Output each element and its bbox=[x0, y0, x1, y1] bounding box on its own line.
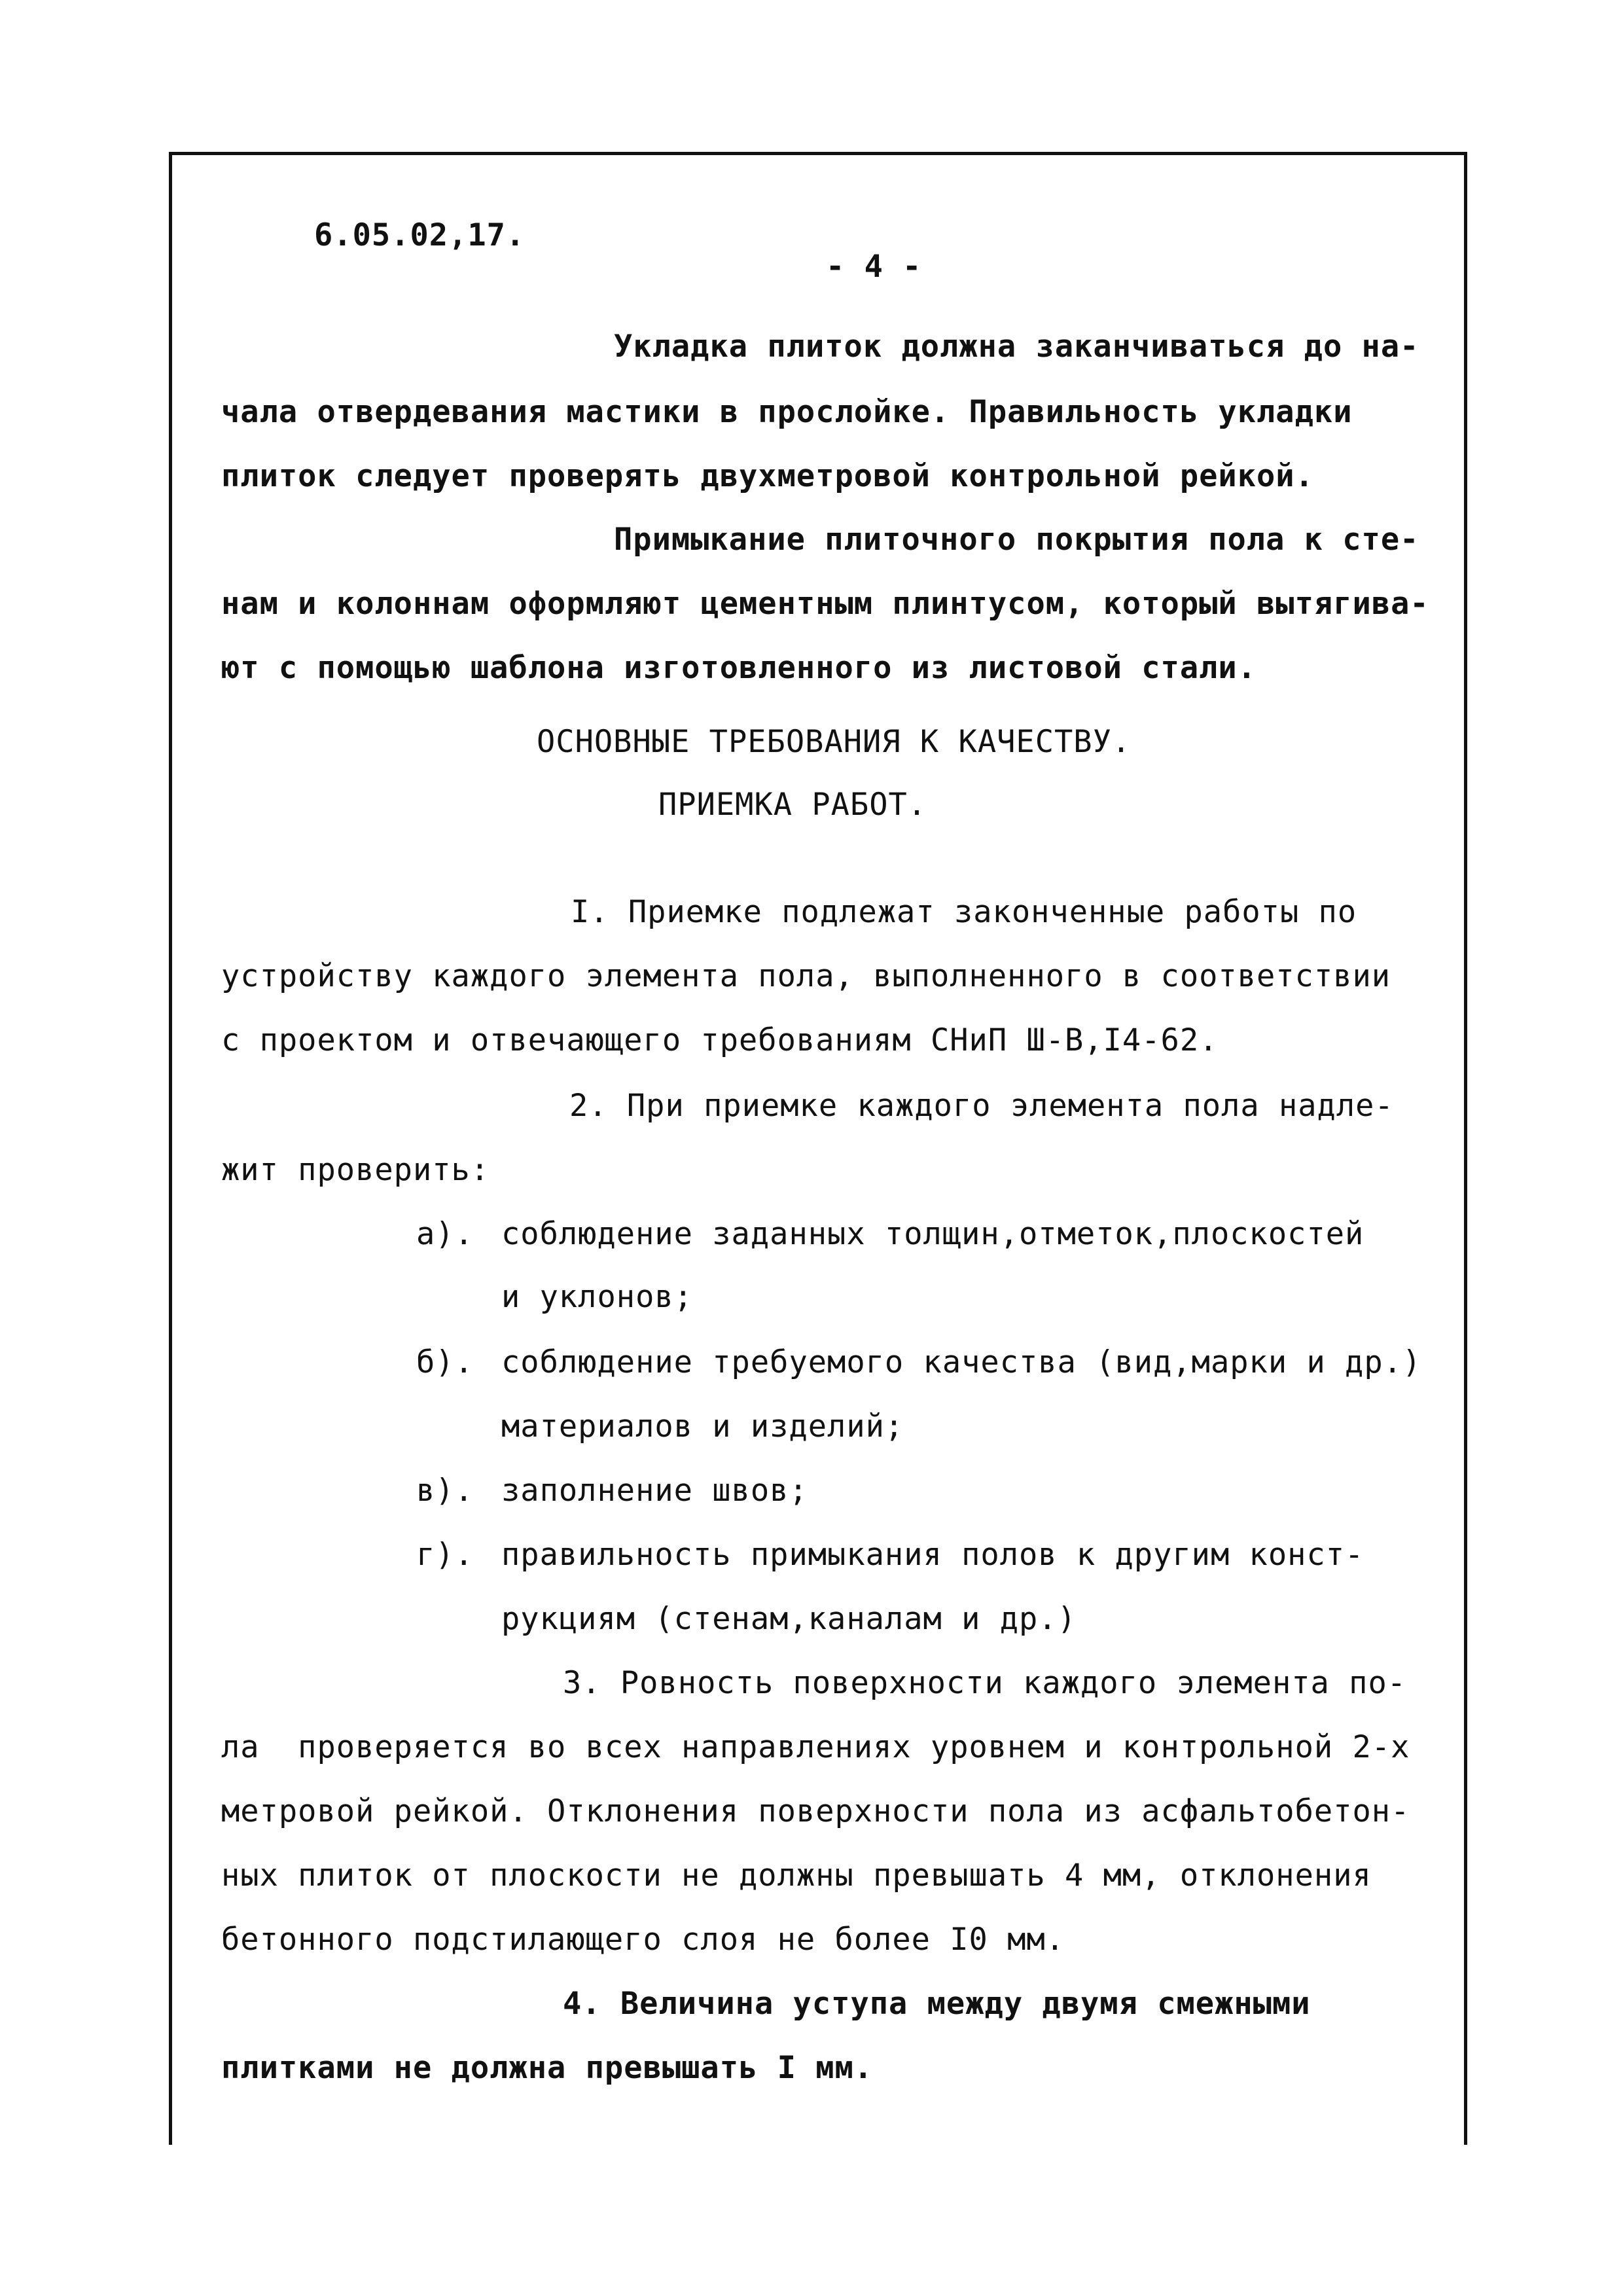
subitem-a-marker: а). bbox=[416, 1216, 474, 1252]
item-4-line-2: плитками не должна превышать I мм. bbox=[221, 2050, 874, 2086]
subitem-b-marker: б). bbox=[416, 1344, 474, 1380]
subitem-b-line-2: материалов и изделий; bbox=[501, 1408, 904, 1444]
item-2-line-1: 2. При приемке каждого элемента пола надле- bbox=[569, 1088, 1394, 1124]
item-4-line-1: 4. Величина уступа между двумя смежными bbox=[563, 1986, 1311, 2022]
paragraph-2-line-1: Примыкание плиточного покрытия пола к сте- bbox=[614, 522, 1419, 558]
item-3-line-4: ных плиток от плоскости не должны превышать 4 мм, отклонения bbox=[221, 1857, 1372, 1893]
paragraph-1-line-2: чала отвердевания мастики в прослойке. Правильность укладки bbox=[221, 394, 1353, 430]
section-subheading: ПРИЕМКА РАБОТ. bbox=[658, 787, 927, 823]
page-border bbox=[169, 152, 1467, 2145]
item-3-line-2: ла проверяется во всех направлениях уровнем и контрольной 2-х bbox=[221, 1729, 1410, 1765]
item-1-line-3: с проектом и отвечающего требованиям СНиП Ш-В,I4-62. bbox=[221, 1022, 1219, 1058]
subitem-v-marker: в). bbox=[416, 1473, 474, 1509]
subitem-a-line-1: соблюдение заданных толщин,отметок,плоскостей bbox=[501, 1216, 1364, 1252]
subitem-b-line-1: соблюдение требуемого качества (вид,марки и др.) bbox=[501, 1344, 1422, 1380]
item-1-line-2: устройству каждого элемента пола, выполненного в соответствии bbox=[221, 958, 1391, 994]
item-3-line-3: метровой рейкой. Отклонения поверхности пола из асфальтобетон- bbox=[221, 1793, 1410, 1829]
subitem-g-marker: г). bbox=[416, 1537, 474, 1573]
item-3-line-5: бетонного подстилающего слоя не более I0 мм. bbox=[221, 1922, 1065, 1958]
subitem-v-line-1: заполнение швов; bbox=[501, 1473, 808, 1509]
subitem-g-line-2: рукциям (стенам,каналам и др.) bbox=[501, 1601, 1077, 1637]
paragraph-1-line-3: плиток следует проверять двухметровой контрольной рейкой. bbox=[221, 458, 1314, 494]
subitem-a-line-2: и уклонов; bbox=[501, 1279, 693, 1315]
section-heading: ОСНОВНЫЕ ТРЕБОВАНИЯ К КАЧЕСТВУ. bbox=[537, 724, 1132, 760]
paragraph-1-line-1: Укладка плиток должна заканчиваться до на- bbox=[614, 329, 1419, 365]
subitem-g-line-1: правильность примыкания полов к другим конст- bbox=[501, 1537, 1364, 1573]
paragraph-2-line-3: ют с помощью шаблона изготовленного из листовой стали. bbox=[221, 650, 1257, 686]
document-code: 6.05.02,17. bbox=[314, 217, 526, 253]
item-2-line-2: жит проверить: bbox=[221, 1152, 490, 1188]
page-number: - 4 - bbox=[826, 249, 922, 285]
item-1-line-1: I. Приемке подлежат законченные работы по bbox=[571, 894, 1357, 930]
item-3-line-1: 3. Ровность поверхности каждого элемента по- bbox=[563, 1665, 1407, 1701]
paragraph-2-line-2: нам и колоннам оформляют цементным плинтусом, который вытягива- bbox=[221, 586, 1429, 622]
